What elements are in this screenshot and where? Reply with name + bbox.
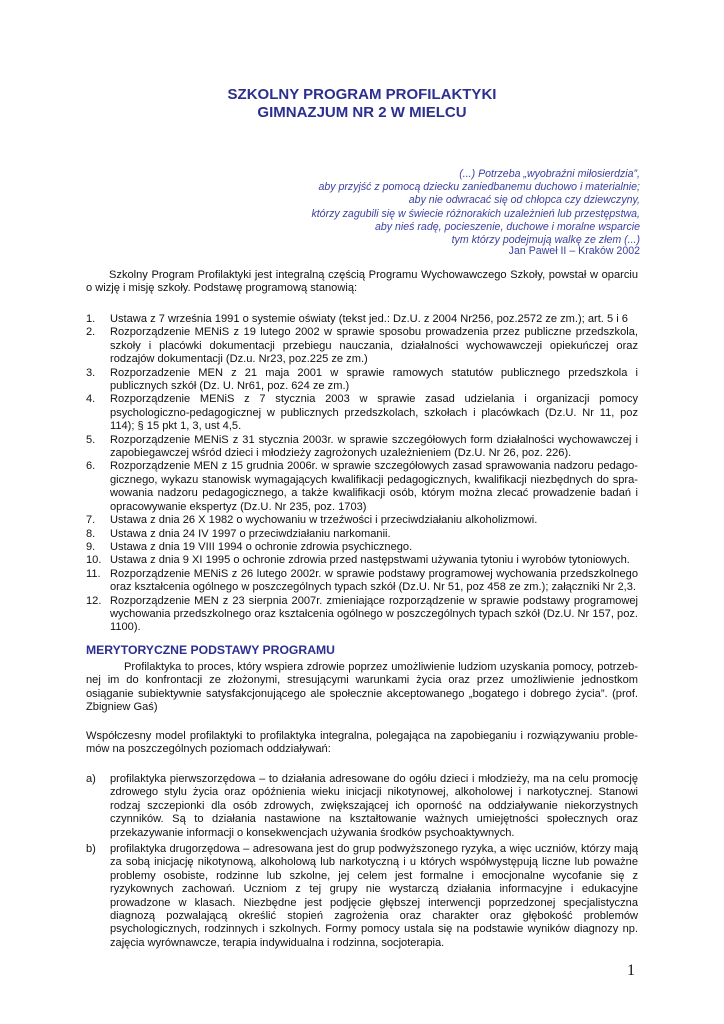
quote-line: aby nie odwracać się od chłopca czy dziewczyny, <box>408 194 640 207</box>
list-item: 7. Ustawa z dnia 26 X 1982 o wychowaniu w trzeźwości i przeciwdziałaniu alkoholizmowi. <box>86 514 538 527</box>
list-item: 11. Rozporządzenie MENiS z 26 lutego 2002r. w sprawie podstawy programowej wychowania przedszkolnego oraz kształcenia ogólnego w poszczególnych typach szkół (Dz.U. Nr 51, poz 458 ze zm.); załączniki Nr 2,3. <box>86 567 638 594</box>
level-item-a <box>86 773 638 840</box>
item-text: profilaktyka pierwszorzędowa – to działania adresowane do ogółu dzieci i młodzieży, ma na celu promocję zdrowego stylu życia oraz opóźnienia wieku inicjacji nikotynowej, alkoholowej i narkotycznej. Stanowi rodzaj szczepionki dla osób zdrowych, zwiększającej ich oporność na oddziaływanie niekorzystnych czynników. Są to działania nastawione na kształtowanie ważnych umiejętności społecznych oraz przekazywanie informacji o konsekwencjach używania środków psychoaktywnych. <box>110 773 638 839</box>
list-item: 4. Rozporządzenie MENiS z 7 stycznia 2003 w sprawie zasad udzielania i organizacji pomocy psychologiczno-pedagogicznej w publicznych przedszkolach, szkołach i placówkach (Dz.U. Nr 11, poz 114); § 15 pkt 1, 3, ust 4,5. <box>86 393 638 433</box>
item-text: profilaktyka drugorzędowa – adresowana jest do grup podwyższonego ryzyka, a więc uczniów, którzy mają za sobą inicjację nikotynową, alkoholową lub narkotyczną i u których współwystępują liczne lub poważne problemy osobiste, rodzinne lub szkolne, jej celem jest formalne i emocjonalne wycofanie się z ryzykownych zachowań. Uczniom z tej grupy nie wystarczą działania informacyjne i edukacyjne prowadzone w klasach. Niezbędne jest podjęcie głębszej interwencji poprzedzonej specjalistyczna diagnozą pozwalającą określić stopień zagrożenia oraz charakter oraz głębokość problemów psychologicznych, rodzinnych i szkolnych. Formy pomocy ustala się na podstawie wyników diagnozy np. zajęcia wyrównawcze, terapia indywidualna i rodzinna, socjoterapia. <box>110 843 638 949</box>
epigraph-quote <box>310 168 640 247</box>
list-item: 3. Rozporzadzenie MEN z 21 maja 2001 w sprawie ramowych statutów publicznego przedszkola i publicznych szkół (Dz. U. Nr61, poz. 624 ze zm.) <box>86 366 638 393</box>
section-heading: MERYTORYCZNE PODSTAWY PROGRAMU <box>86 643 335 657</box>
document-title <box>0 86 724 122</box>
item-label: a) <box>86 773 96 785</box>
quote-author: Jan Paweł II – Kraków 2002 <box>508 245 640 257</box>
page-number: 1 <box>627 962 635 979</box>
quote-line: aby nieś radę, pocieszenie, duchowe i moralne wsparcie <box>375 220 640 233</box>
list-item: 10. Ustawa z dnia 9 XI 1995 o ochronie zdrowia przed następstwami używania tytoniu i wyrobów tytoniowych. <box>86 554 630 567</box>
list-item: 2. Rozporządzenie MENiS z 19 lutego 2002 w sprawie sposobu prowadzenia przez publiczne przedszkola, szkoły i placówki dokumentacji przebiegu nauczania, działalności wychowawczeji opiekuńczej oraz rodzajów dokumentacji (Dz.u. Nr23, poz.225 ze zm.) <box>86 326 638 366</box>
intro-paragraph: Szkolny Program Profilaktyki jest integralną częścią Programu Wychowawczego Szkoły, powstał w oparciu o wizję i misję szkoły. Podstawę programową stanowią: <box>86 269 638 295</box>
item-label: b) <box>86 843 96 855</box>
legal-basis-list <box>86 313 638 635</box>
quote-line: tym którzy podejmują walkę ze złem (...) <box>451 234 640 247</box>
quote-line: aby przyjść z pomocą dziecku zaniedbanemu duchowo i materialnie; <box>318 181 640 194</box>
quote-line: którzy zagubili się w świecie różnorakich uzależnień lub przestępstwa, <box>311 207 640 220</box>
list-item: 8. Ustawa z dnia 24 IV 1997 o przeciwdziałaniu narkomanii. <box>86 527 391 540</box>
list-item: 12. Rozporządzenie MEN z 23 sierpnia 2007r. zmieniające rozporządzenie w sprawie podstawy programowej wychowania przedszkolnego oraz kształcenia ogólnego w poszczególnych typach szkół (Dz.U. Nr 157, poz. 1100). <box>86 594 638 634</box>
list-item: 1. Ustawa z 7 września 1991 o systemie oświaty (tekst jed.: Dz.U. z 2004 Nr256, poz.2572 ze zm.); art. 5 i 6 <box>86 313 628 325</box>
quote-line: (...) Potrzeba „wyobraźni miłosierdzia”, <box>459 168 640 180</box>
definition-paragraph: Profilaktyka to proces, który wspiera zdrowie poprzez umożliwienie ludziom uzyskania pomocy, potrzeb-nej im do konfrontacji ze złożonymi, stresującymi warunkami życia oraz przez umożliwienie jednostkom osiąganie subiektywnie satysfakcjonującego ale społecznie akceptowanego „bogatego i dobrego życia”. (prof. Zbigniew Gaś) <box>86 661 638 714</box>
model-paragraph: Współczesny model profilaktyki to profilaktyka integralna, polegająca na zapobieganiu i rozwiązywaniu proble-mów na poszczególnych poziomach oddziaływań: <box>86 730 638 756</box>
title-line-1: SZKOLNY PROGRAM PROFILAKTYKI <box>227 86 497 103</box>
list-item: 5. Rozporządzenie MENiS z 31 stycznia 2003r. w sprawie szczegółowych form działalności wychowawczej i zapobiegawczej wśród dzieci i młodzieży zagrożonych uzależnieniem (Dz.U. Nr 26, poz. 226). <box>86 433 638 460</box>
list-item: 6. Rozporządzenie MEN z 15 grudnia 2006r. w sprawie szczegółowych zasad sprawowania nadzoru pedago-gicznego, wykazu stanowisk wymagających kwalifikacji pedagogicznych, kwalifikacji niezbędnych do spra-wowania nadzoru pedagogicznego, a także kwalifikacji osób, którym można zlecać prowadzenie badań i opracowywanie ekspertyz (Dz.U. Nr 235, poz. 1703) <box>86 460 638 513</box>
list-item: 9. Ustawa z dnia 19 VIII 1994 o ochronie zdrowia psychicznego. <box>86 540 413 553</box>
level-item-b <box>86 843 638 950</box>
title-line-2: GIMNAZJUM NR 2 W MIELCU <box>257 104 467 121</box>
